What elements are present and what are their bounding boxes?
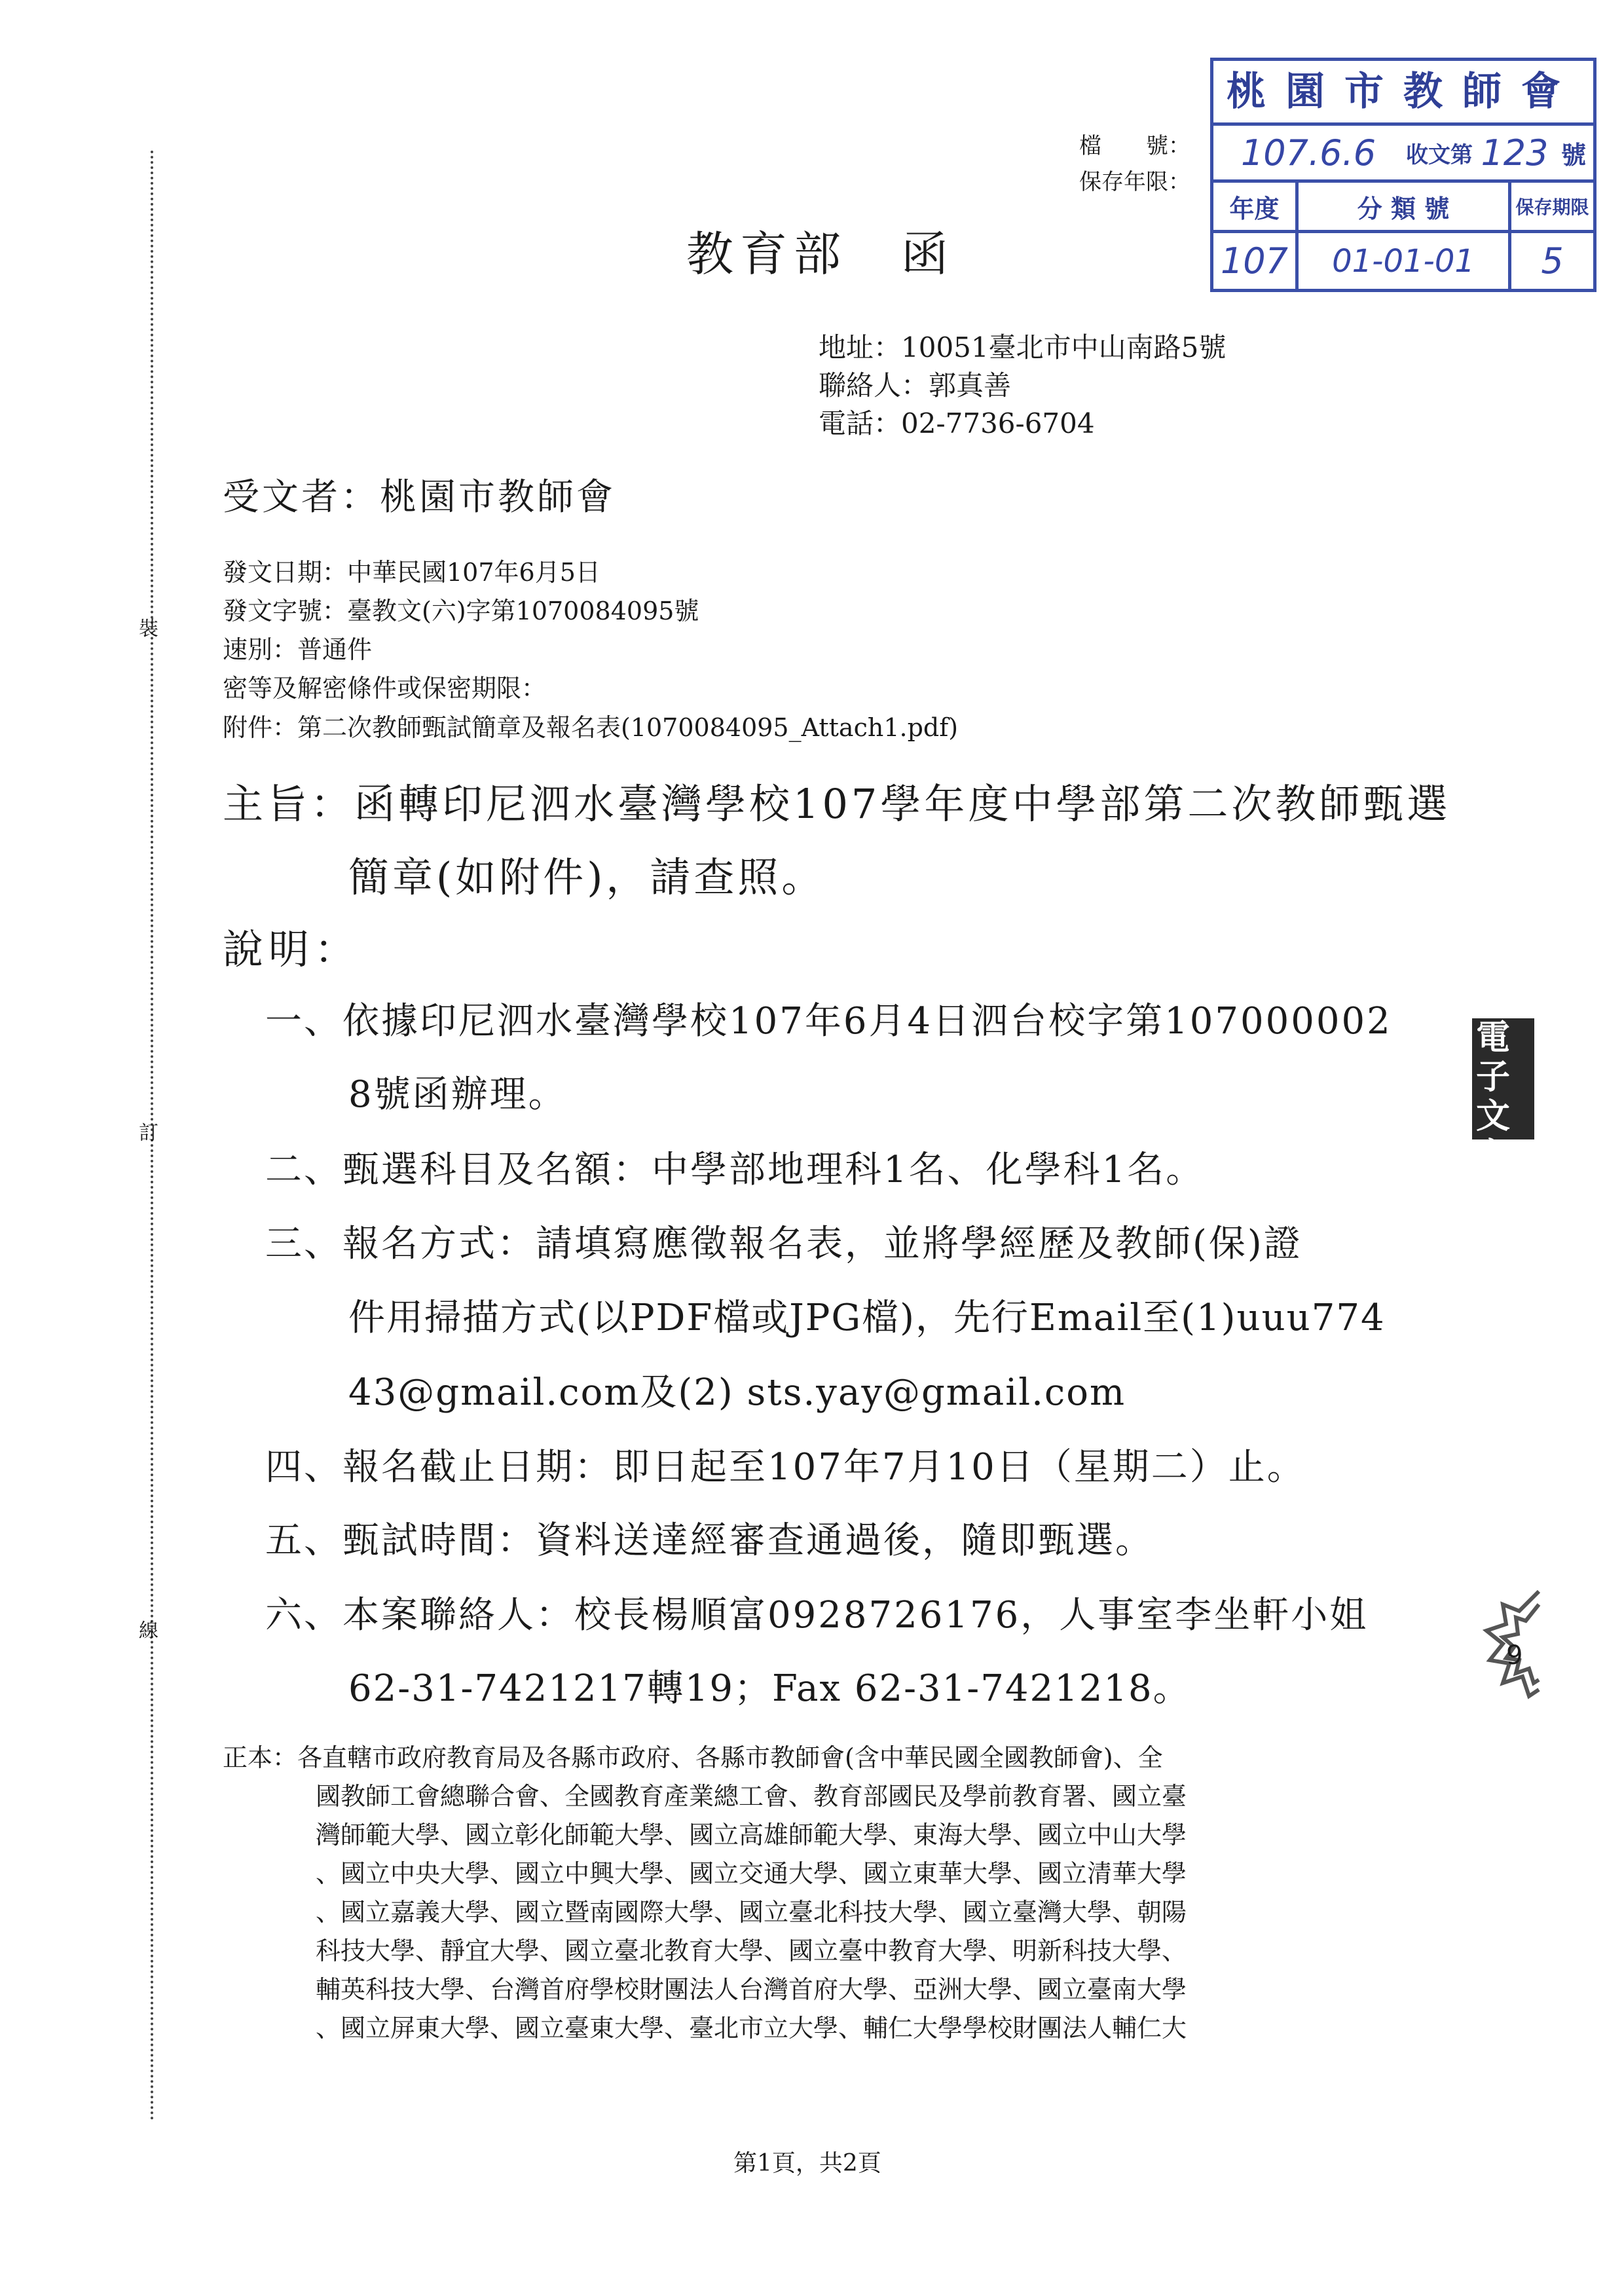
seal-page-number: 9 bbox=[1506, 1640, 1523, 1671]
delivery-speed: 速別：普通件 bbox=[223, 635, 373, 664]
side-tab-line-3: 時紀 bbox=[1476, 1176, 1511, 1254]
explanation-item-6: 六、本案聯絡人：校長楊順富0928726176，人事室李坐軒小姐 bbox=[265, 1594, 1369, 1637]
document-title: 教育部 函 bbox=[686, 227, 955, 282]
issue-date: 發文日期：中華民國107年6月5日 bbox=[223, 558, 600, 587]
copy-line-6: 科技大學、靜宜大學、國立臺北教育大學、國立臺中教育大學、明新科技大學、 bbox=[316, 1936, 1187, 1965]
file-number-label: 檔 號： bbox=[1079, 133, 1190, 159]
explanation-item-3-cont-1: 件用掃描方式(以PDF檔或JPG檔)，先行Email至(1)uuu774 bbox=[348, 1297, 1386, 1339]
copy-line-1: 正本：各直轄市政府教育局及各縣市政府、各縣市教師會(含中華民國全國教師會)、全 bbox=[223, 1743, 1163, 1772]
explanation-item-3: 三、報名方式：請填寫應徵報名表，並將學經歷及教師(保)證 bbox=[265, 1223, 1302, 1265]
explanation-item-4: 四、報名截止日期：即日起至107年7月10日（星期二）止。 bbox=[265, 1446, 1306, 1489]
copy-line-5: 、國立嘉義大學、國立暨南國際大學、國立臺北科技大學、國立臺灣大學、朝陽 bbox=[316, 1898, 1187, 1927]
explanation-item-1-cont: 8號函辦理。 bbox=[348, 1073, 567, 1116]
explanation-item-1: 一、依據印尼泗水臺灣學校107年6月4日泗台校字第107000002 bbox=[265, 1000, 1392, 1043]
attachment: 附件：第二次教師甄試簡章及報名表(1070084095_Attach1.pdf) bbox=[223, 713, 959, 742]
stamp-value-row bbox=[1213, 233, 1593, 289]
stamp-received-date: 107.6.6 bbox=[1240, 132, 1376, 174]
side-tab-line-2: 文交 bbox=[1476, 1097, 1511, 1176]
copy-line-7: 輔英科技大學、台灣首府學校財團法人台灣首府大學、亞洲大學、國立臺南大學 bbox=[316, 1975, 1187, 2004]
stamp-receipt-label: 收文第 bbox=[1406, 141, 1473, 168]
copy-line-3: 灣師範大學、國立彰化師範大學、國立高雄師範大學、東海大學、國立中山大學 bbox=[316, 1821, 1187, 1849]
stamp-retention-value: 5 bbox=[1541, 240, 1564, 282]
stamp-receipt-number: 123 bbox=[1481, 132, 1549, 174]
stamp-receipt-suffix: 號 bbox=[1560, 140, 1586, 170]
copy-line-4: 、國立中央大學、國立中興大學、國立交通大學、國立東華大學、國立清華大學 bbox=[316, 1859, 1187, 1888]
retention-period-label: 保存年限： bbox=[1079, 169, 1190, 195]
copy-line-8: 、國立屏東大學、國立臺東大學、臺北市立大學、輔仁大學學校財團法人輔仁大 bbox=[316, 2014, 1187, 2043]
stamp-col-retention: 保存期限 bbox=[1515, 196, 1589, 218]
stamp-org-name: 桃園市教師會 bbox=[1213, 61, 1593, 126]
binding-mark-zhuang: 裝 bbox=[139, 618, 158, 640]
side-tab-line-1: 電子 bbox=[1476, 1018, 1511, 1097]
explanation-heading: 說明： bbox=[223, 925, 361, 973]
stamp-category-value: 01-01-01 bbox=[1299, 233, 1511, 289]
security-level: 密等及解密條件或保密期限： bbox=[223, 674, 547, 703]
receiving-stamp bbox=[1210, 58, 1596, 292]
subject-line-1: 主旨：函轉印尼泗水臺灣學校107學年度中學部第二次教師甄選 bbox=[223, 780, 1451, 828]
page-indicator: 第1頁，共2頁 bbox=[733, 2150, 881, 2177]
binding-mark-xian: 線 bbox=[139, 1620, 158, 1642]
e-document-side-tab bbox=[1472, 1018, 1534, 1254]
stamp-header-row bbox=[1213, 183, 1593, 233]
explanation-item-3-cont-2: 43@gmail.com及(2) sts.yay@gmail.com bbox=[348, 1371, 1126, 1414]
issue-number: 發文字號：臺教文(六)字第1070084095號 bbox=[223, 597, 699, 625]
sender-phone: 電話：02-7736-6704 bbox=[819, 407, 1095, 439]
binding-mark-ding: 訂 bbox=[139, 1122, 158, 1145]
stamp-col-category: 分 類 號 bbox=[1299, 183, 1511, 230]
subject-line-2: 簡章(如附件)，請查照。 bbox=[348, 853, 826, 901]
explanation-item-2: 二、甄選科目及名額：中學部地理科1名、化學科1名。 bbox=[265, 1149, 1205, 1191]
stamp-col-year: 年度 bbox=[1213, 183, 1299, 230]
explanation-item-5: 五、甄試時間：資料送達經審查通過後，隨即甄選。 bbox=[265, 1519, 1154, 1562]
copy-line-2: 國教師工會總聯合會、全國教育產業總工會、教育部國民及學前教育署、國立臺 bbox=[316, 1782, 1187, 1811]
stamp-receipt-row bbox=[1213, 126, 1593, 183]
sender-address: 地址：10051臺北市中山南路5號 bbox=[819, 331, 1227, 363]
explanation-item-6-cont: 62-31-7421217轉19；Fax 62-31-7421218。 bbox=[348, 1667, 1191, 1710]
recipient: 受文者：桃園市教師會 bbox=[223, 476, 616, 519]
sender-contact: 聯絡人：郭真善 bbox=[819, 369, 1012, 401]
stamp-year-value: 107 bbox=[1213, 233, 1299, 289]
